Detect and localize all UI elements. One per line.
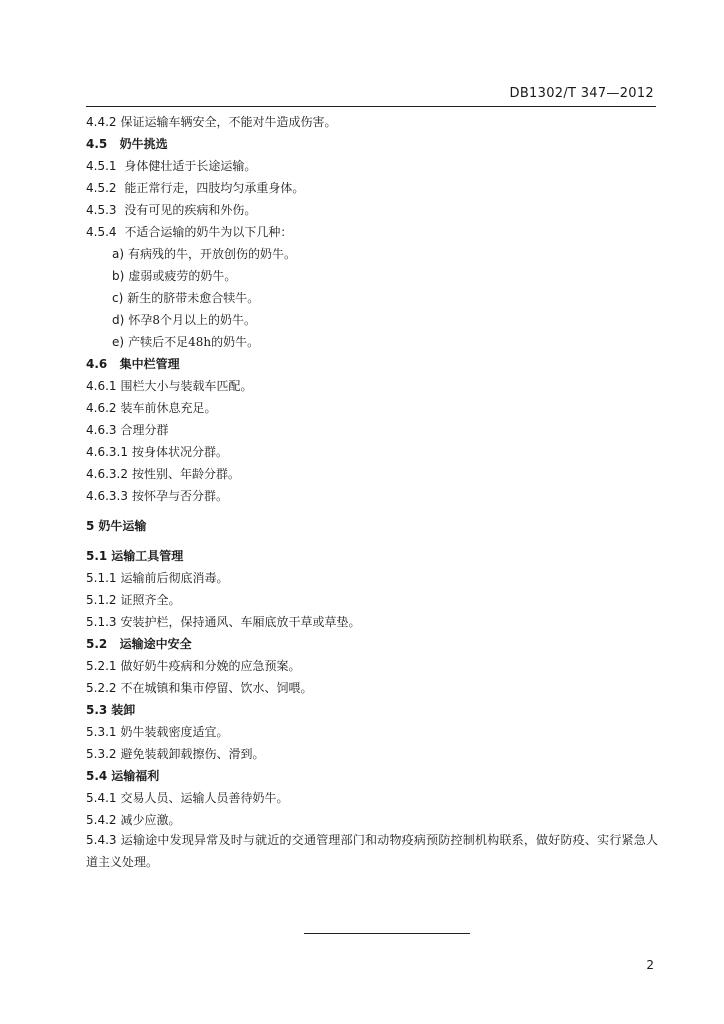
clause-text: 没有可见的疾病和外伤。: [124, 203, 257, 217]
clause-5-4-1: [86, 790, 289, 806]
clause-text: 能正常行走，四肢均匀承重身体。: [124, 181, 305, 195]
page-number: 2: [646, 958, 654, 972]
clause-text: 保证运输车辆安全，不能对牛造成伤害。: [120, 115, 337, 129]
clause-text: 按性别、年龄分群。: [131, 467, 240, 481]
clause-text: 按怀孕与否分群。: [131, 489, 228, 503]
clause-number: 4.4.2: [86, 115, 117, 129]
list-text: 怀孕8个月以上的奶牛。: [128, 313, 256, 327]
clause-number: 4.5.3: [86, 203, 117, 217]
clause-5-2-1: [86, 658, 301, 674]
chapter-number: 5: [86, 519, 95, 533]
section-heading-5-2: [86, 636, 192, 652]
section-title: 运输工具管理: [111, 549, 184, 563]
clause-number: 4.6.1: [86, 379, 117, 393]
list-item-d: [112, 312, 256, 328]
clause-4-6-3-1: [86, 444, 228, 460]
section-title: 集中栏管理: [119, 357, 180, 371]
section-heading-4-5: [86, 136, 168, 152]
section-number: 4.6: [86, 357, 108, 371]
clause-text: 装车前休息充足。: [120, 401, 217, 415]
list-text: 虚弱或疲劳的奶牛。: [128, 269, 237, 283]
clause-number: 4.6.3.3: [86, 489, 128, 503]
clause-number: 5.4.2: [86, 813, 117, 827]
clause-4-5-2: [86, 180, 304, 196]
clause-text: 安装护栏，保持通风、车厢底放干草或草垫。: [120, 615, 361, 629]
section-heading-5-1: [86, 548, 183, 564]
clause-4-5-1: [86, 158, 256, 174]
clause-text: 减少应激。: [120, 813, 181, 827]
clause-text: 围栏大小与装载车匹配。: [120, 379, 253, 393]
chapter-title: 奶牛运输: [98, 519, 147, 533]
clause-text: 证照齐全。: [120, 593, 181, 607]
list-text: 有病残的牛，开放创伤的奶牛。: [128, 247, 297, 261]
list-item-e: [112, 334, 259, 350]
list-marker: d): [112, 313, 125, 327]
clause-number: 4.5.2: [86, 181, 117, 195]
clause-number: 4.6.3.1: [86, 445, 128, 459]
clause-text: 运输前后彻底消毒。: [120, 571, 229, 585]
list-item-b: [112, 268, 236, 284]
section-number: 5.1: [86, 549, 108, 563]
clause-number: 4.5.4: [86, 225, 117, 239]
section-title: 运输途中安全: [119, 637, 192, 651]
list-text: 新生的脐带未愈合犊牛。: [127, 291, 260, 305]
section-number: 5.2: [86, 637, 108, 651]
clause-number: 5.4.3: [86, 833, 117, 847]
clause-number: 4.6.3: [86, 423, 117, 437]
clause-5-1-1: [86, 570, 229, 586]
section-number: 4.5: [86, 137, 108, 151]
header-rule: [86, 106, 656, 107]
list-item-c: [112, 290, 259, 306]
clause-4-6-3-2: [86, 466, 240, 482]
clause-number: 5.2.1: [86, 659, 117, 673]
section-title: 装卸: [111, 703, 136, 717]
clause-4-5-4: [86, 224, 292, 240]
list-text: 产犊后不足48h的奶牛。: [128, 335, 260, 349]
clause-text: 身体健壮适于长途运输。: [124, 159, 257, 173]
clause-text: 不在城镇和集市停留、饮水、饲喂。: [120, 681, 313, 695]
clause-number: 5.2.2: [86, 681, 117, 695]
section-title: 运输福利: [111, 769, 160, 783]
list-marker: e): [112, 335, 125, 349]
clause-number: 5.1.3: [86, 615, 117, 629]
list-marker: c): [112, 291, 124, 305]
clause-number: 5.1.2: [86, 593, 117, 607]
clause-number: 5.3.2: [86, 747, 117, 761]
clause-text: 交易人员、运输人员善待奶牛。: [120, 791, 289, 805]
standard-code: DB1302/T 347—2012: [509, 86, 654, 101]
clause-text: 运输途中发现异常及时与就近的交通管理部门和动物疫病预防控制机构联系，做好防疫、实行紧急人道主义处理。: [86, 833, 658, 869]
clause-5-2-2: [86, 680, 313, 696]
clause-number: 4.6.2: [86, 401, 117, 415]
list-item-a: [112, 246, 296, 262]
clause-text: 合理分群: [120, 423, 169, 437]
clause-text: 奶牛装载密度适宜。: [120, 725, 229, 739]
clause-5-4-2: [86, 812, 181, 828]
clause-4-6-3: [86, 422, 169, 438]
clause-number: 5.1.1: [86, 571, 117, 585]
section-heading-5-4: [86, 768, 159, 784]
section-title: 奶牛挑选: [119, 137, 168, 151]
clause-5-4-3: [86, 829, 658, 873]
clause-5-3-1: [86, 724, 229, 740]
section-heading-4-6: [86, 356, 180, 372]
clause-text: 不适合运输的奶牛为以下几种：: [124, 225, 293, 239]
section-heading-5-3: [86, 702, 135, 718]
clause-4-6-2: [86, 400, 217, 416]
clause-5-1-2: [86, 592, 181, 608]
clause-number: 5.4.1: [86, 791, 117, 805]
clause-number: 5.3.1: [86, 725, 117, 739]
clause-number: 4.5.1: [86, 159, 117, 173]
clause-4-4-2: [86, 114, 337, 130]
clause-number: 4.6.3.2: [86, 467, 128, 481]
section-number: 5.4: [86, 769, 108, 783]
clause-4-6-1: [86, 378, 253, 394]
section-number: 5.3: [86, 703, 108, 717]
chapter-heading-5: [86, 518, 146, 534]
clause-text: 按身体状况分群。: [131, 445, 228, 459]
clause-4-6-3-3: [86, 488, 228, 504]
clause-5-3-2: [86, 746, 265, 762]
clause-text: 做好奶牛疫病和分娩的应急预案。: [120, 659, 301, 673]
clause-4-5-3: [86, 202, 256, 218]
footer-rule: [304, 933, 470, 934]
clause-text: 避免装载卸载擦伤、滑到。: [120, 747, 265, 761]
list-marker: b): [112, 269, 125, 283]
clause-5-1-3: [86, 614, 361, 630]
list-marker: a): [112, 247, 125, 261]
